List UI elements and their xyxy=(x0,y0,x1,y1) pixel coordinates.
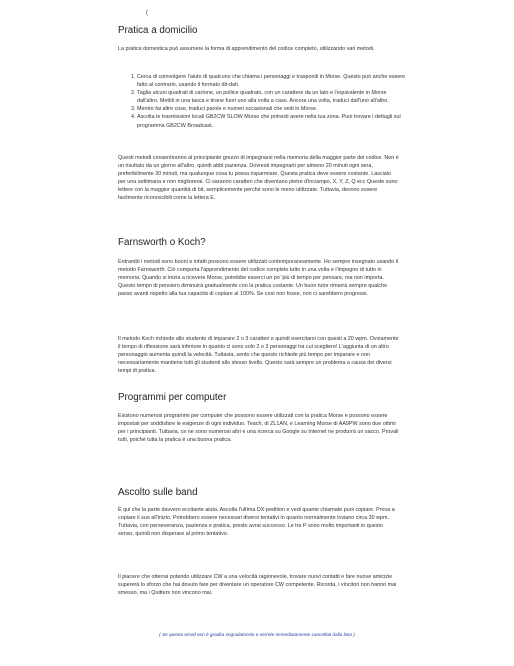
list-item: 4. Ascolta le trasmissioni locali GB2CW SLOW Morse che potresti avere nella tua zona. Puoi trovare i dettagli sul programma GB2CW Broadcast. xyxy=(137,113,409,129)
methods-list xyxy=(118,73,409,130)
unsubscribe-notice: ( Se questa email non è gradita segnalatecelo e verrete immediatamente cancellati dalla lista ) xyxy=(159,632,355,637)
heading-home-practice: Pratica a domicilio xyxy=(118,25,198,36)
page-mark: ( xyxy=(146,10,148,16)
heading-computer-programs: Programmi per computer xyxy=(118,392,227,403)
paragraph-koch: Il metodo Koch richiede allo studente di imparare 2 o 3 caratteri e quindi esercitarsi con questi a 20 wpm. Ovviamente il tempo di riflessione sarà inferiore in quanto ci sono solo 2 o 3 personaggi tra cui scegliere! L'aggiunta di un altro personaggio aumenta quindi la velocità. Tuttavia, sento che questo richiede più tempo per imparare e non necessariamente mantiene tutti gli studenti allo stesso livello. Questo sarà sempre un problema a causa dei diversi tempi di pratica. xyxy=(118,336,399,375)
paragraph-computer-programs: Esistono numerosi programmi per computer che possono essere utilizzati con la pratica Morse e possono essere impostati per soddisfare le esigenze di ogni individuo. Teach, di ZL1AN, e Learning Morse di AA9PW sono due ottimi per i principianti. Tuttavia, ce ne sono numerosi altri e una ricerca su Google su Internet ne produrrà un sacco. Provali tutti, poiché tutta la pratica è una buona pratica. xyxy=(118,413,399,444)
list-item: 3. Mentre fai altre cose, traduci parole e numeri occasionali che vedi in Morse. xyxy=(137,105,409,113)
paragraph-band-listening-2: Il piacere che otterrai potendo utilizzare CW a una velocità ragionevole, trovare nuovi contatti e fare nuove amicizie supererà lo sforzo che hai dovuto fare per diventare un operatore CW competente. Ricorda, i vincitori non hanno mai smesso, ma i Quitters non vincono mai. xyxy=(118,574,397,597)
paragraph-home-outro: Questi metodi consentiranno al principiante grezzo di impegnarsi nella memoria della maggior parte del codice. Non è un risultato da un giorno all'altro, quindi abbi pazienza. Dovresti impegnarti per almeno 20 minuti ogni sera, preferibilmente 30 minuti, ma qualunque cosa tu possa risparmiare. Questa pratica deve essere costante. Lascialo per una settimana e non migliorerai. Ci saranno caratteri che diventano pietre d'inciampo, X, Y, Z, Q ecc Queste sono lettere con la maggior quantità di bit, semplicemente perché sono le meno utilizzate. Tuttavia, devono essere facilmente riconoscibili come la lettera E. xyxy=(118,155,399,202)
list-item: 1. Cerca di coinvolgere l'aiuto di qualcuno che chiama i personaggi e trasponili in Morse. Questo può anche essere fatto al contrario, usando il formato dit-dah. xyxy=(137,73,409,89)
list-item: 2. Taglia alcuni quadrati di cartone, un pollice quadrato, con un carattere da un lato e l'equivalente in Morse dall'altro. Mettili in una tasca e tirane fuori uno alla volta a caso. Ancora una volta, traduci dall'uno all'altro. xyxy=(137,89,409,105)
paragraph-farnsworth: Entrambi i metodi sono buoni e infatti possono essere utilizzati contemporaneamente. Ho sempre insegnato usando il metodo Farnsworth. Ciò comporta l'apprendimento del codice completo tutto in una volta e l'impegno di tutto in memoria. Quando si inizia a ricevere Morse, potrebbe esserci un po 'più di tempo per pensare, ma non importa. Questo tempo di pensiero diminuirà gradualmente con la pratica costante. Un buon tutor rimarrà sempre qualche passo avanti rispetto alla tua capacità di copiare al 100%. Se così non fosse, non ci sarebbero progressi. xyxy=(118,259,399,298)
paragraph-band-listening-1: È qui che la parte davvero eccitante aiuta. Ascolta l'ultima DX-pedition e vedi quante chiamate puoi copiare. Prova a copiare il suo all'inizio. Potrebbero essere necessari diversi tentativi in quanto normalmente inviano circa 30 wpm. Tuttavia, con perseveranza, pazienza e pratica, presto avrai successo. Le tre P sono molto importanti in questo senso, quindi non disperare al primo tentativo. xyxy=(118,507,395,538)
paragraph-home-intro: La pratica domestica può assumere la forma di apprendimento del codice completo, utilizzando vari metodi. xyxy=(118,46,375,52)
heading-farnsworth-koch: Farnsworth o Koch? xyxy=(118,237,206,248)
heading-band-listening: Ascolto sulle band xyxy=(118,487,198,498)
